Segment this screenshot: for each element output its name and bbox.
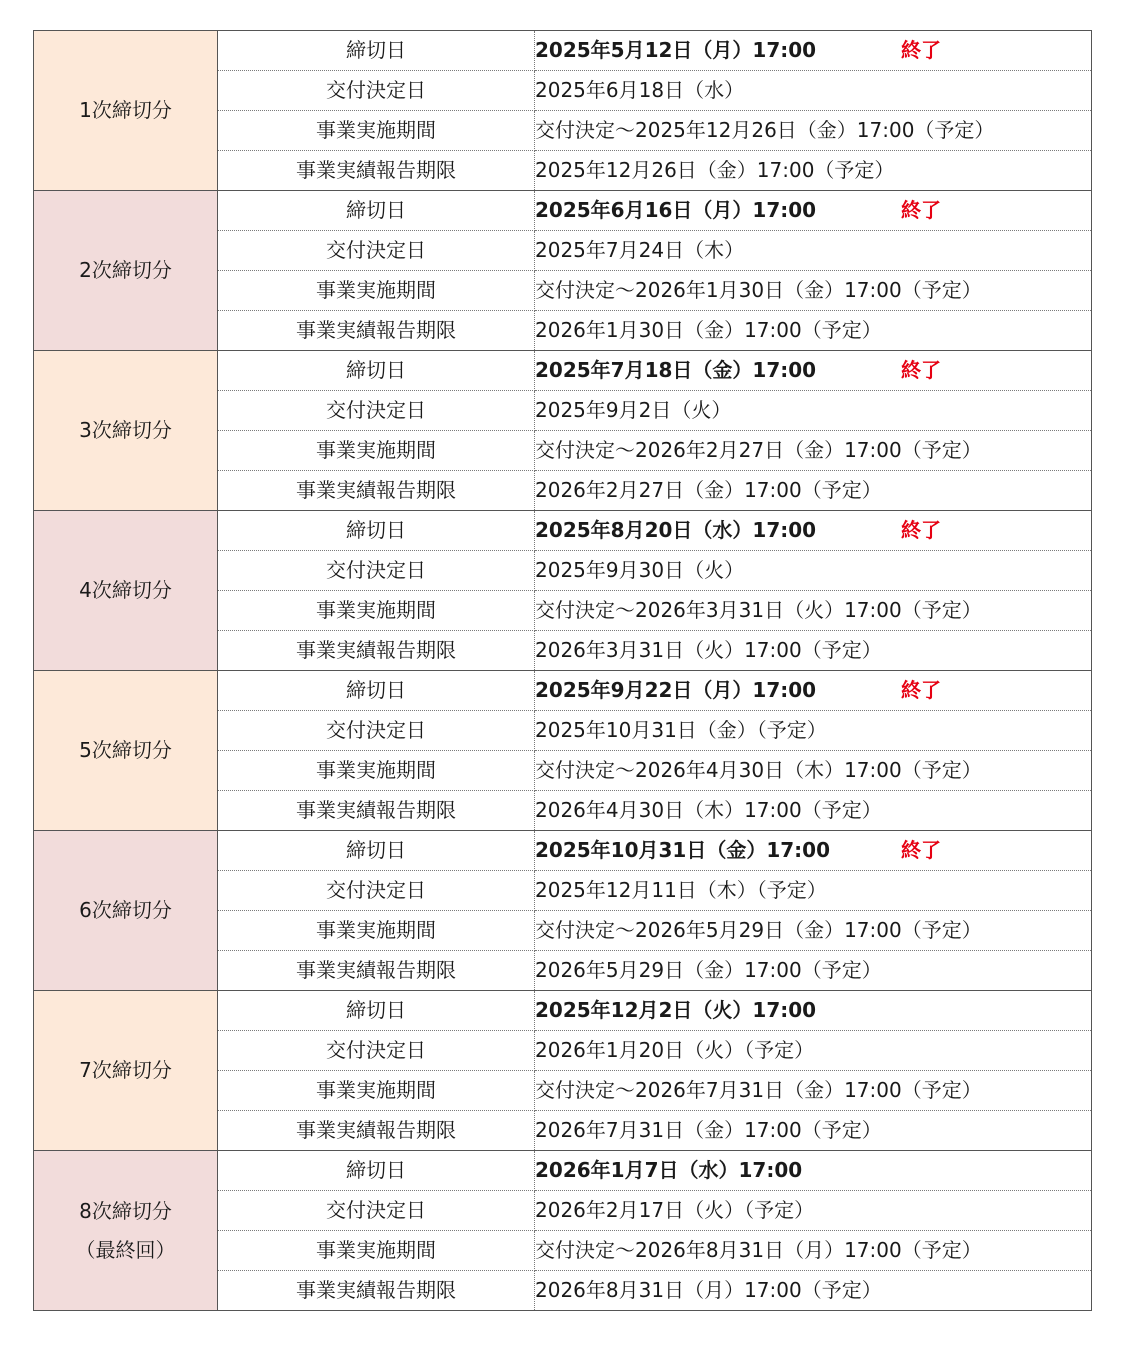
deadline-row	[34, 991, 1092, 1031]
period-label: 事業実施期間	[218, 591, 535, 631]
deadline-date: 2025年12月2日（火）17:00	[535, 998, 817, 1022]
deadline-row	[34, 511, 1092, 551]
deadline-date: 2025年5月12日（月）17:00	[535, 38, 817, 62]
deadline-label: 締切日	[218, 351, 535, 391]
deadline-label: 締切日	[218, 1151, 535, 1191]
round-name: 1次締切分	[79, 98, 172, 122]
period-value: 交付決定～2026年1月30日（金）17:00（予定）	[535, 271, 1092, 311]
decision-date: 2025年6月18日（水）	[535, 71, 1092, 111]
round-name-cell	[34, 351, 218, 511]
decision-label: 交付決定日	[218, 391, 535, 431]
deadline-value-cell	[535, 991, 1092, 1031]
round-name: 8次締切分	[79, 1198, 172, 1223]
report-label: 事業実績報告期限	[218, 311, 535, 351]
schedule-body	[34, 31, 1092, 1311]
round-name: 7次締切分	[79, 1058, 172, 1082]
report-label: 事業実績報告期限	[218, 1271, 535, 1311]
deadline-date: 2026年1月7日（水）17:00	[535, 1158, 803, 1182]
report-deadline: 2026年7月31日（金）17:00（予定）	[535, 1111, 1092, 1151]
status-badge: 終了	[901, 678, 941, 702]
decision-label: 交付決定日	[218, 71, 535, 111]
decision-date: 2025年7月24日（木）	[535, 231, 1092, 271]
round-name-cell	[34, 1151, 218, 1311]
decision-date: 2026年2月17日（火）（予定）	[535, 1191, 1092, 1231]
round-name-cell	[34, 831, 218, 991]
period-value: 交付決定～2026年8月31日（月）17:00（予定）	[535, 1231, 1092, 1271]
report-deadline: 2026年3月31日（火）17:00（予定）	[535, 631, 1092, 671]
decision-label: 交付決定日	[218, 1191, 535, 1231]
report-label: 事業実績報告期限	[218, 1111, 535, 1151]
report-deadline: 2026年8月31日（月）17:00（予定）	[535, 1271, 1092, 1311]
deadline-label: 締切日	[218, 991, 535, 1031]
period-label: 事業実施期間	[218, 431, 535, 471]
round-name: 4次締切分	[79, 578, 172, 602]
deadline-value-cell	[535, 831, 1092, 871]
round-name: 3次締切分	[79, 418, 172, 442]
period-value: 交付決定～2026年5月29日（金）17:00（予定）	[535, 911, 1092, 951]
status-badge: 終了	[901, 198, 941, 222]
decision-date: 2025年10月31日（金）（予定）	[535, 711, 1092, 751]
deadline-value-cell	[535, 671, 1092, 711]
deadline-value-cell	[535, 351, 1092, 391]
decision-date: 2025年9月30日（火）	[535, 551, 1092, 591]
round-name-cell	[34, 31, 218, 191]
period-value: 交付決定～2026年4月30日（木）17:00（予定）	[535, 751, 1092, 791]
deadline-date: 2025年6月16日（月）17:00	[535, 198, 817, 222]
deadline-date: 2025年9月22日（月）17:00	[535, 678, 817, 702]
report-label: 事業実績報告期限	[218, 471, 535, 511]
decision-label: 交付決定日	[218, 1031, 535, 1071]
round-name-cell	[34, 671, 218, 831]
deadline-label: 締切日	[218, 831, 535, 871]
deadline-value-cell	[535, 31, 1092, 71]
round-name-cell	[34, 511, 218, 671]
deadline-value-cell	[535, 1151, 1092, 1191]
period-value: 交付決定～2026年3月31日（火）17:00（予定）	[535, 591, 1092, 631]
status-badge: 終了	[901, 358, 941, 382]
deadline-date: 2025年7月18日（金）17:00	[535, 358, 817, 382]
report-label: 事業実績報告期限	[218, 631, 535, 671]
decision-date: 2026年1月20日（火）（予定）	[535, 1031, 1092, 1071]
decision-label: 交付決定日	[218, 231, 535, 271]
deadline-label: 締切日	[218, 671, 535, 711]
report-deadline: 2026年4月30日（木）17:00（予定）	[535, 791, 1092, 831]
status-badge: 終了	[901, 518, 941, 542]
report-deadline: 2026年5月29日（金）17:00（予定）	[535, 951, 1092, 991]
report-deadline: 2026年1月30日（金）17:00（予定）	[535, 311, 1092, 351]
report-label: 事業実績報告期限	[218, 791, 535, 831]
deadline-date: 2025年8月20日（水）17:00	[535, 518, 817, 542]
report-deadline: 2025年12月26日（金）17:00（予定）	[535, 151, 1092, 191]
period-label: 事業実施期間	[218, 1231, 535, 1271]
report-deadline: 2026年2月27日（金）17:00（予定）	[535, 471, 1092, 511]
deadline-row	[34, 671, 1092, 711]
period-value: 交付決定～2025年12月26日（金）17:00（予定）	[535, 111, 1092, 151]
round-name-cell	[34, 191, 218, 351]
round-name: 2次締切分	[79, 258, 172, 282]
decision-label: 交付決定日	[218, 551, 535, 591]
deadline-value-cell	[535, 511, 1092, 551]
deadline-row	[34, 351, 1092, 391]
deadline-label: 締切日	[218, 511, 535, 551]
status-badge: 終了	[901, 838, 941, 862]
period-value: 交付決定～2026年2月27日（金）17:00（予定）	[535, 431, 1092, 471]
report-label: 事業実績報告期限	[218, 151, 535, 191]
period-value: 交付決定～2026年7月31日（金）17:00（予定）	[535, 1071, 1092, 1111]
deadline-row	[34, 191, 1092, 231]
round-note: （最終回）	[75, 1237, 176, 1262]
round-name-cell	[34, 991, 218, 1151]
round-name: 5次締切分	[79, 738, 172, 762]
period-label: 事業実施期間	[218, 111, 535, 151]
status-badge: 終了	[901, 38, 941, 62]
deadline-label: 締切日	[218, 31, 535, 71]
period-label: 事業実施期間	[218, 1071, 535, 1111]
report-label: 事業実績報告期限	[218, 951, 535, 991]
deadline-row	[34, 831, 1092, 871]
deadline-value-cell	[535, 191, 1092, 231]
round-name: 6次締切分	[79, 898, 172, 922]
decision-date: 2025年12月11日（木）（予定）	[535, 871, 1092, 911]
schedule-table	[33, 30, 1092, 1311]
deadline-label: 締切日	[218, 191, 535, 231]
decision-date: 2025年9月2日（火）	[535, 391, 1092, 431]
deadline-date: 2025年10月31日（金）17:00	[535, 838, 830, 862]
decision-label: 交付決定日	[218, 871, 535, 911]
decision-label: 交付決定日	[218, 711, 535, 751]
deadline-row	[34, 1151, 1092, 1191]
period-label: 事業実施期間	[218, 271, 535, 311]
deadline-row	[34, 31, 1092, 71]
period-label: 事業実施期間	[218, 751, 535, 791]
period-label: 事業実施期間	[218, 911, 535, 951]
